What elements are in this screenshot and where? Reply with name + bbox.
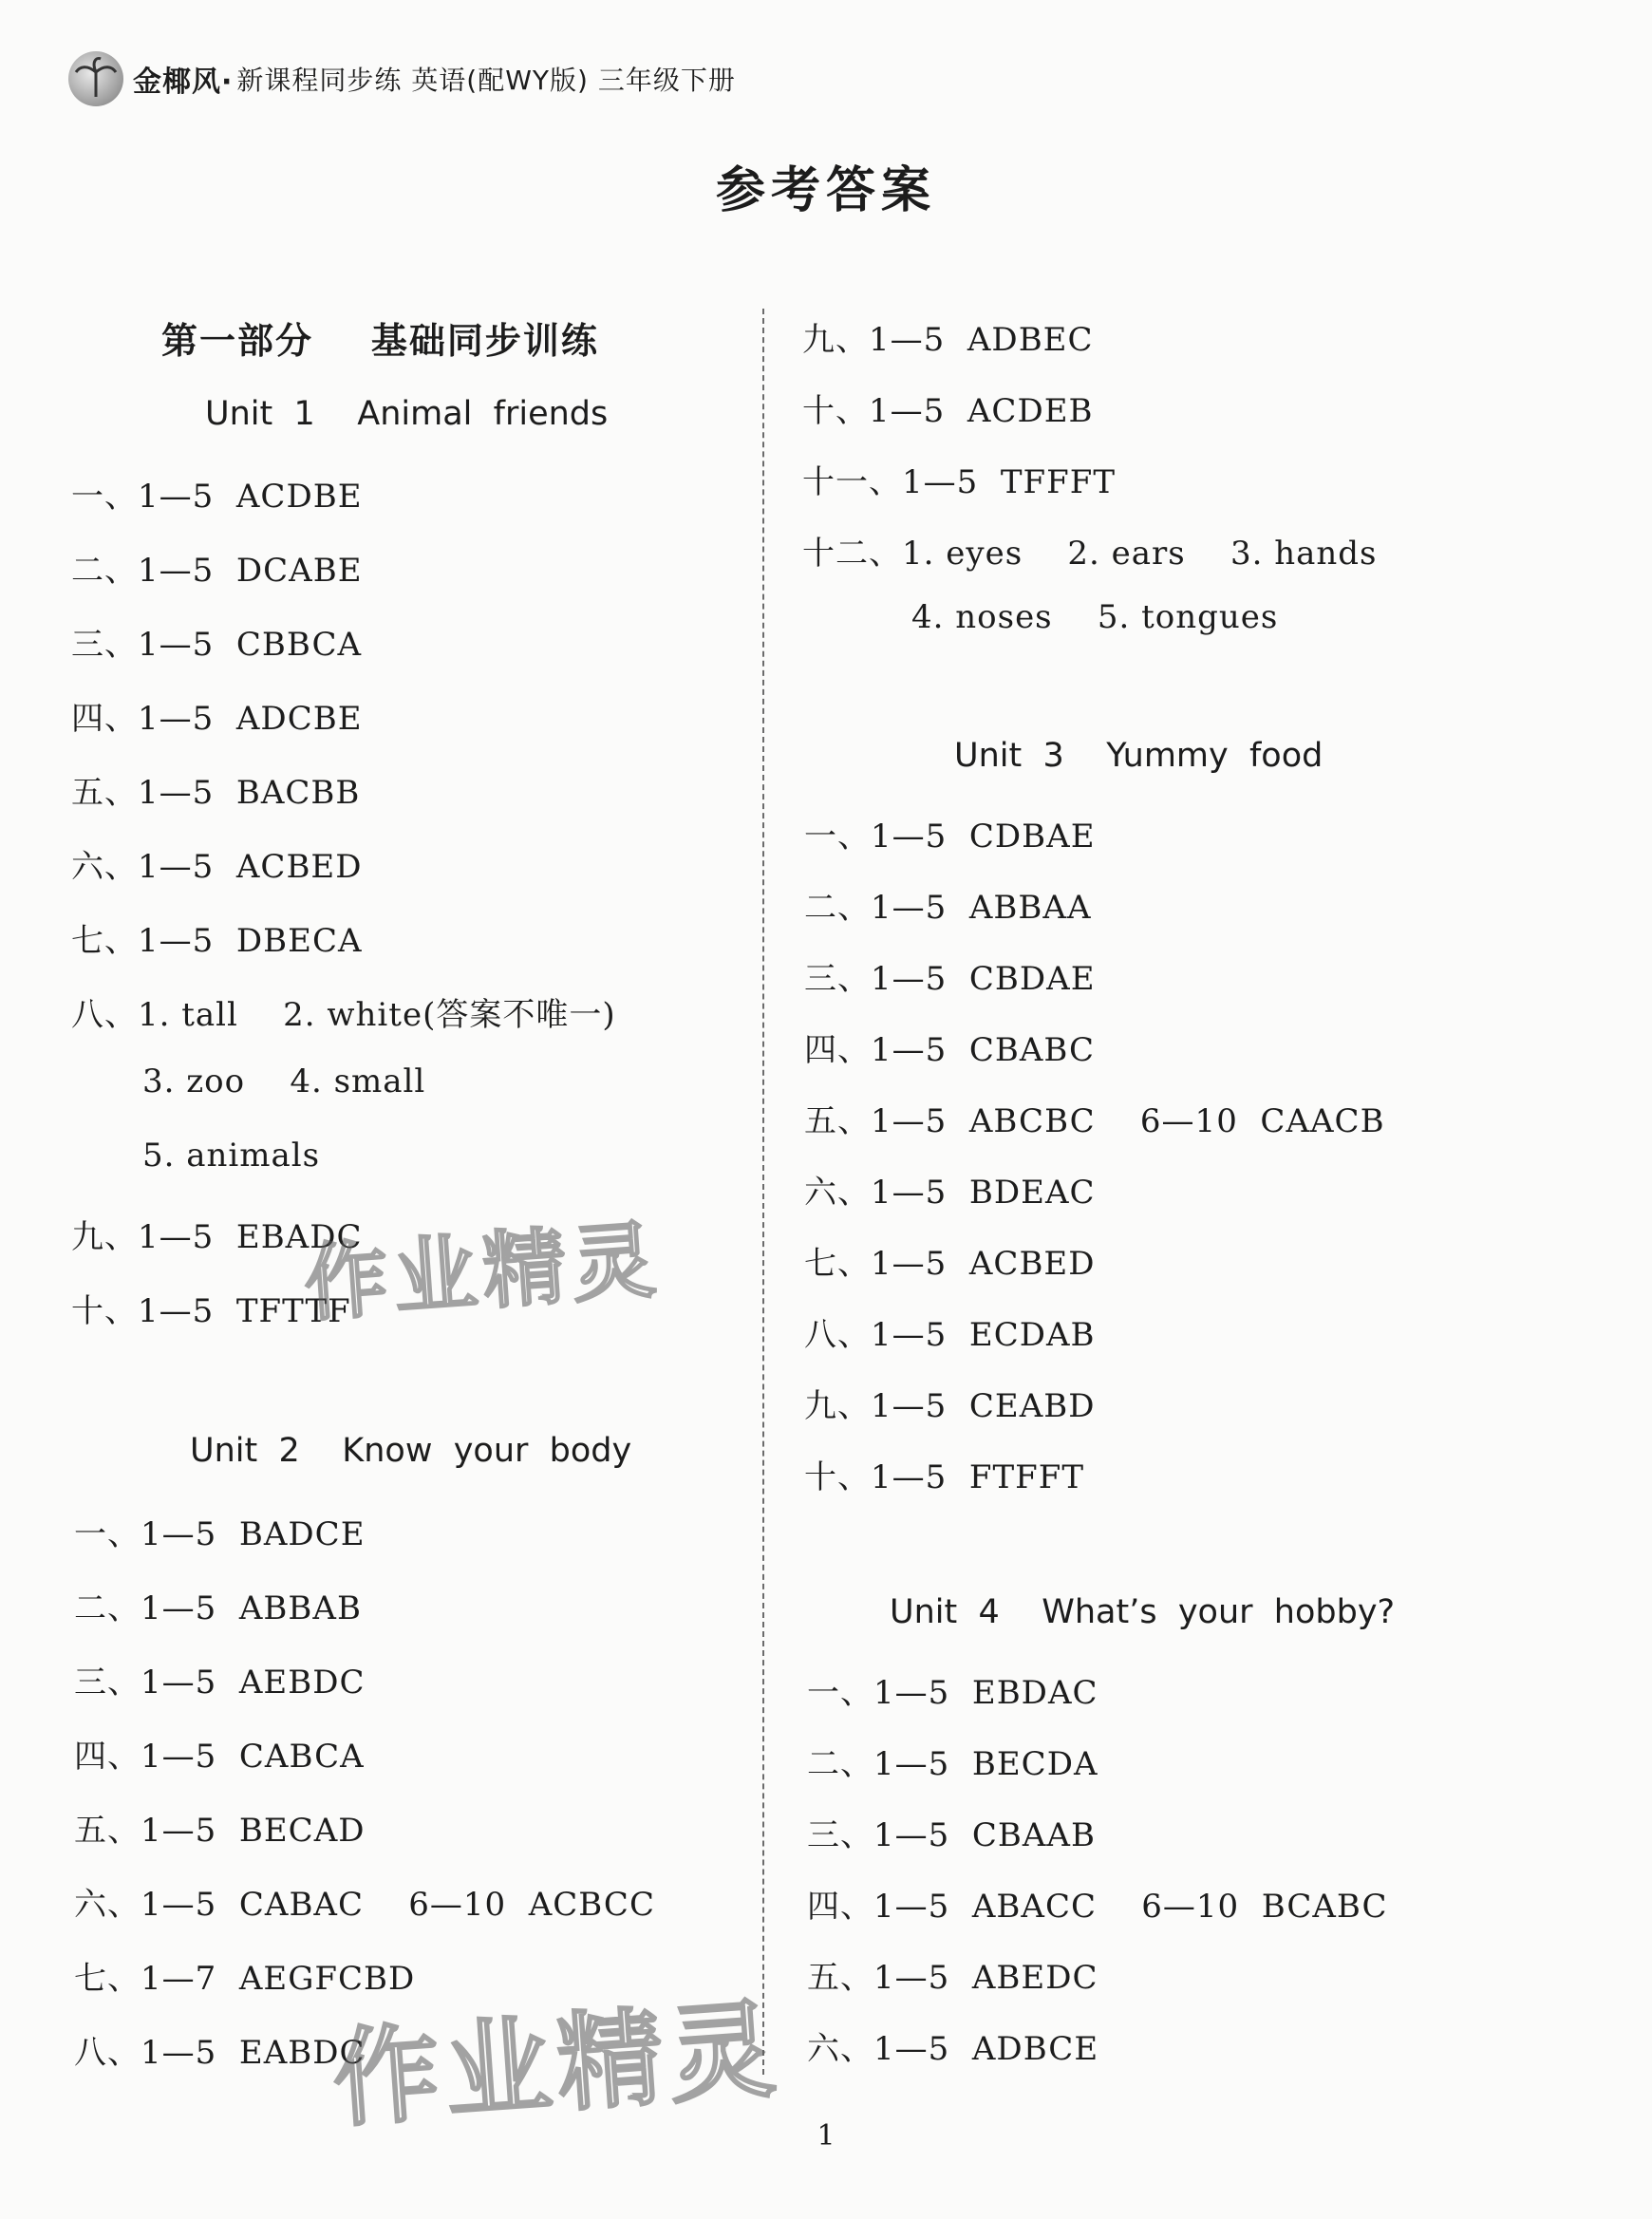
answer-row: 四、1—5 CABCA — [74, 1738, 365, 1776]
answer-row: 一、1—5 ACDBE — [71, 478, 363, 516]
answer-row: 十、1—5 TFTTF — [71, 1292, 351, 1330]
answer-row: 二、1—5 ABBAA — [804, 889, 1092, 927]
answer-row: 三、1—5 AEBDC — [74, 1664, 366, 1702]
unit-3-title: Unit 3 Yummy food — [954, 737, 1323, 775]
answer-row: 一、1—5 BADCE — [74, 1515, 366, 1553]
answer-row: 四、1—5 ABACC 6—10 BCABC — [807, 1888, 1388, 1926]
answer-row: 五、1—5 ABCBC 6—10 CAACB — [804, 1102, 1385, 1140]
answer-row: 十、1—5 ACDEB — [802, 392, 1094, 430]
answer-row: 二、1—5 DCABE — [71, 552, 363, 590]
page-number: 1 — [817, 2119, 835, 2153]
answer-row: 七、1—5 DBECA — [71, 922, 363, 960]
answer-row: 一、1—5 CDBAE — [804, 818, 1096, 856]
answer-row: 十、1—5 FTFFT — [804, 1458, 1085, 1496]
answer-row: 十一、1—5 TFFFT — [802, 463, 1117, 501]
answer-row: 一、1—5 EBDAC — [807, 1674, 1098, 1712]
answer-row: 十二、1. eyes 2. ears 3. hands — [802, 535, 1378, 573]
answer-row: 六、1—5 ACBED — [71, 848, 363, 886]
column-divider — [762, 309, 764, 2075]
watermark: 作业精灵 — [301, 1210, 665, 1333]
answer-row: 二、1—5 ABBAB — [74, 1589, 362, 1627]
answer-row: 七、1—5 ACBED — [804, 1245, 1096, 1283]
answer-row: 五、1—5 BACBB — [71, 774, 361, 812]
answer-row: 七、1—7 AEGFCBD — [74, 1960, 416, 1998]
page-title: 参考答案 — [715, 162, 936, 219]
answer-row: 4. noses 5. tongues — [911, 598, 1279, 636]
answer-row: 五、1—5 ABEDC — [807, 1959, 1098, 1997]
answer-row: 三、1—5 CBAAB — [807, 1816, 1096, 1854]
answer-row: 二、1—5 BECDA — [807, 1745, 1098, 1783]
unit-4-title: Unit 4 What’s your hobby? — [890, 1593, 1396, 1631]
brand-name: 金椰风· — [133, 66, 234, 99]
answer-row: 五、1—5 BECAD — [74, 1812, 366, 1850]
answer-row: 八、1—5 EABDC — [74, 2034, 366, 2072]
logo-icon — [68, 51, 123, 106]
answer-row: 四、1—5 CBABC — [804, 1031, 1096, 1069]
answer-row: 四、1—5 ADCBE — [71, 700, 363, 738]
answer-row: 三、1—5 CBDAE — [804, 960, 1096, 998]
answer-row: 六、1—5 CABAC 6—10 ACBCC — [74, 1886, 655, 1924]
answer-row: 九、1—5 ADBEC — [802, 321, 1094, 359]
unit-2-title: Unit 2 Know your body — [190, 1432, 632, 1470]
unit-1-title: Unit 1 Animal friends — [205, 395, 609, 433]
answer-row: 5. animals — [142, 1137, 321, 1175]
answer-row: 八、1. tall 2. white(答案不唯一) — [71, 996, 616, 1034]
answer-row: 八、1—5 ECDAB — [804, 1316, 1096, 1354]
answer-row: 三、1—5 CBBCA — [71, 626, 363, 664]
answer-row: 九、1—5 EBADC — [71, 1218, 363, 1256]
header — [68, 49, 736, 108]
book-subtitle: 新课程同步练 英语(配WY版) 三年级下册 — [236, 65, 736, 96]
answer-row: 六、1—5 ADBCE — [807, 2030, 1099, 2068]
watermark: 作业精灵 — [329, 1987, 785, 2143]
answer-row: 六、1—5 BDEAC — [804, 1174, 1096, 1212]
part-title: 第一部分 基础同步训练 — [161, 320, 599, 362]
answer-row: 3. zoo 4. small — [142, 1062, 426, 1100]
answer-row: 九、1—5 CEABD — [804, 1387, 1096, 1425]
